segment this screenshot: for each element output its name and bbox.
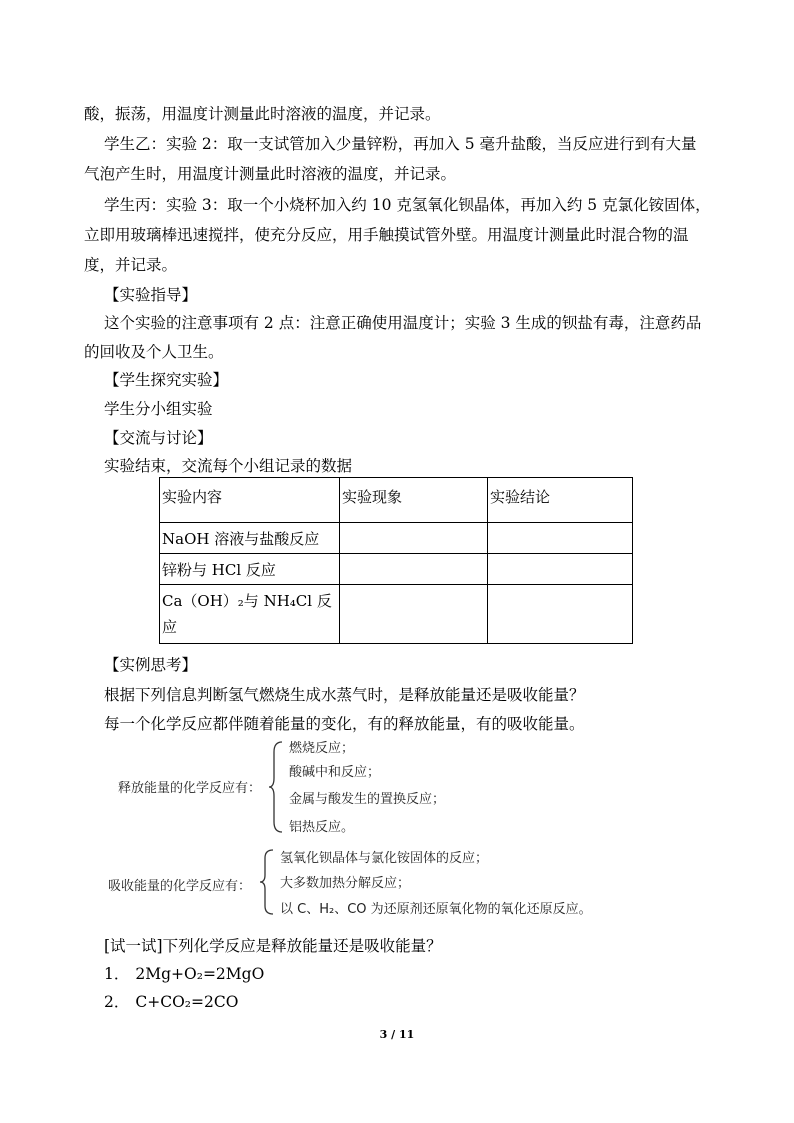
para-line: 这个实验的注意事项有 2 点：注意正确使用温度计；实验 3 生成的钡盐有毒，注意药品: [104, 314, 702, 332]
absorb-item: 氢氧化钡晶体与氯化铵固体的反应；: [280, 851, 489, 866]
equation: C+CO₂=2CO: [135, 993, 239, 1011]
table-cell: [340, 523, 488, 554]
table-header-row: [160, 478, 633, 523]
page-number: 3 / 11: [379, 1028, 415, 1041]
equation-number: 1．: [104, 965, 130, 983]
para-line: 学生丙：实验 3：取一个小烧杯加入约 10 克氢氧化钡晶体，再加入约 5 克氯化铵固体，: [104, 196, 711, 214]
para-line: 气泡产生时，用温度计测量此时溶液的温度，并记录。: [84, 165, 457, 183]
experiment-table: [159, 477, 633, 644]
equation-line: [104, 964, 264, 984]
absorb-label: 吸收能量的化学反应有：: [108, 879, 252, 894]
release-label: 释放能量的化学反应有：: [118, 781, 262, 796]
table-cell: 锌粉与 HCl 反应: [160, 554, 340, 585]
section-heading: 【实例思考】: [104, 656, 198, 674]
table-row: [160, 585, 633, 644]
para-line: 的回收及个人卫生。: [84, 343, 224, 361]
table-cell: NaOH 溶液与盐酸反应: [160, 523, 340, 554]
table-cell: [488, 585, 633, 644]
table-row: [160, 523, 633, 554]
table-header-cell: 实验现象: [340, 478, 488, 523]
equation-line: [104, 992, 238, 1012]
absorb-item: 以 C、H₂、CO 为还原剂还原氧化物的氧化还原反应。: [280, 902, 592, 917]
table-header-cell: 实验结论: [488, 478, 633, 523]
table-cell: [340, 554, 488, 585]
para-line: 学生分小组实验: [104, 400, 213, 418]
section-heading: 【实验指导】: [104, 286, 198, 304]
try-it-prompt: [试一试]下列化学反应是释放能量还是吸收能量？: [104, 937, 442, 955]
section-heading: 【交流与讨论】: [104, 429, 213, 447]
table-row: [160, 554, 633, 585]
table-header-cell: 实验内容: [160, 478, 340, 523]
para-line: 学生乙：实验 2：取一支试管加入少量锌粉，再加入 5 毫升盐酸，当反应进行到有大量: [104, 135, 697, 153]
equation-number: 2．: [104, 993, 130, 1011]
para-line: 每一个化学反应都伴随着能量的变化，有的释放能量，有的吸收能量。: [104, 715, 585, 733]
brace-icon: [259, 848, 279, 916]
brace-icon: [268, 740, 288, 834]
para-line: 酸，振荡，用温度计测量此时溶液的温度，并记录。: [84, 105, 441, 123]
release-item: 金属与酸发生的置换反应；: [289, 792, 446, 807]
para-line: 立即用玻璃棒迅速搅拌，使充分反应，用手触摸试管外壁。用温度计测量此时混合物的温: [84, 226, 689, 244]
para-line: 根据下列信息判断氢气燃烧生成水蒸气时，是释放能量还是吸收能量？: [104, 686, 585, 704]
section-heading: 【学生探究实验】: [104, 371, 229, 389]
release-item: 燃烧反应；: [289, 741, 355, 756]
release-item: 铝热反应。: [289, 820, 355, 835]
table-cell: [340, 585, 488, 644]
para-line: 度，并记录。: [84, 256, 178, 274]
equation: 2Mg+O₂=2MgO: [135, 965, 265, 983]
absorb-item: 大多数加热分解反应；: [280, 876, 411, 891]
table-cell: [488, 554, 633, 585]
release-item: 酸碱中和反应；: [289, 765, 381, 780]
table-cell: Ca（OH）₂与 NH₄Cl 反应: [160, 585, 340, 644]
para-line: 实验结束，交流每个小组记录的数据: [104, 457, 353, 475]
table-cell: [488, 523, 633, 554]
